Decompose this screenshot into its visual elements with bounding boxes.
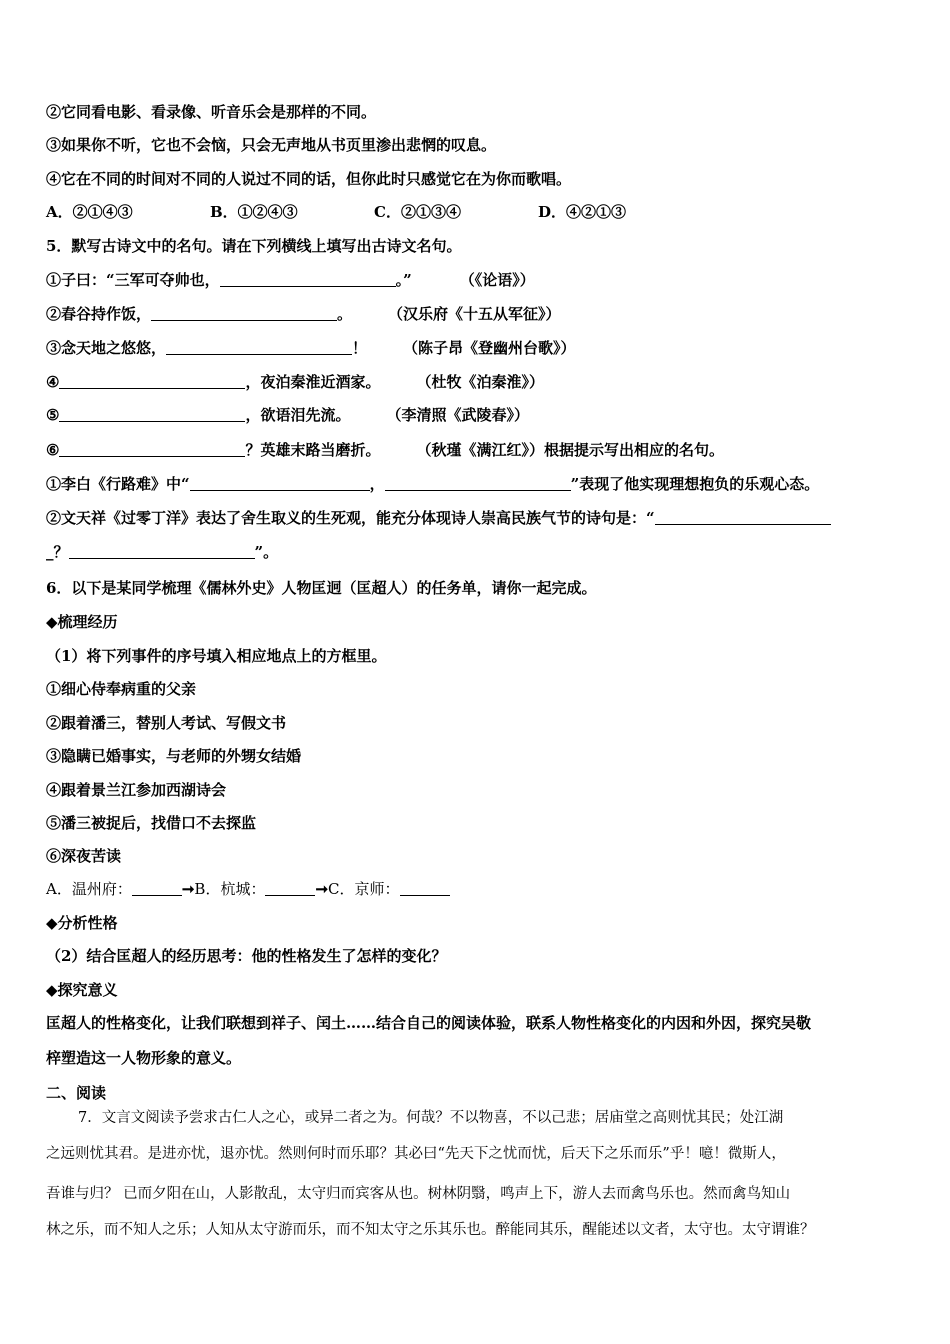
q5-line-1-text: ①子曰：“三军可夺帅也， [46, 271, 220, 289]
q5-line-3-text: ③念天地之悠悠， [46, 339, 167, 357]
q5-title: 5．默写古诗文中的名句。请在下列横线上填写出古诗文名句。 [46, 237, 462, 255]
q5-line-2-source: （汉乐府《十五从军征》） [388, 305, 561, 323]
q7-line-3: 吾谁与归？ 已而夕阳在山，人影散乱，太守归而宾客从也。树林阴翳，鸣声上下，游人去而禽鸟乐也。然而禽鸟知山 [46, 1186, 791, 1202]
q5-line-3-end: ！ [352, 339, 368, 357]
q5-line-6 [46, 440, 724, 460]
q5-line-9-text: _？ [46, 543, 69, 561]
q6-event-3: ③隐瞒已婚事实，与老师的外甥女结婚 [46, 747, 302, 765]
arrow-right-icon: ➞ [181, 880, 195, 898]
q6-event-5: ⑤潘三被捉后，找借口不去探监 [46, 814, 257, 832]
q4-option-a[interactable]: A．②①④③ [46, 203, 133, 221]
q5-line-3-source: （陈子昂《登幽州台歌》） [403, 339, 576, 357]
q5-line-2 [46, 304, 561, 324]
q7-line-4: 林之乐，而不知人之乐；人知从太守游而乐，而不知太守之乐其乐也。醉能同其乐，醒能述以文者，太守也。太守谓谁？ [46, 1222, 815, 1238]
q4-option-c[interactable]: C．②①③④ [374, 203, 461, 221]
q5-line-7-end: ”表现了他实现理想抱负的乐观心态。 [570, 475, 820, 493]
q4-item-4: ④它在不同的时间对不同的人说过不同的话，但你此时只感觉它在为你而歌唱。 [46, 170, 572, 188]
q6-title: 6．以下是某同学梳理《儒林外史》人物匡迥（匡超人）的任务单，请你一起完成。 [46, 579, 597, 597]
q5-blank-8b[interactable] [69, 543, 255, 559]
q5-line-6-marker: ⑥ [46, 441, 60, 459]
q6-place-wenzhou: A．温州府： [46, 880, 132, 898]
q6-event-6: ⑥深夜苦读 [46, 847, 122, 865]
q4-options [46, 202, 702, 222]
q4-item-3: ③如果你不听，它也不会恼，只会无声地从书页里渗出悲惘的叹息。 [46, 136, 497, 154]
q5-line-2-text: ②春谷持作饭， [46, 305, 152, 323]
q4-option-b[interactable]: B．①②④③ [210, 203, 298, 221]
q5-line-5-source: （李清照《武陵春》） [386, 406, 529, 424]
q5-line-1-end: 。” [395, 271, 412, 289]
q5-blank-3[interactable] [166, 339, 352, 355]
q6-place-jingshi: C．京师： [328, 880, 400, 898]
q5-line-6-source: （秋瑾《满江红》）根据提示写出相应的名句。 [416, 441, 724, 459]
q6-paragraph-line-2: 梓塑造这一人物形象的意义。 [46, 1049, 242, 1067]
q4-option-d[interactable]: D．④②①③ [538, 203, 627, 221]
q6-event-4: ④跟着景兰江参加西湖诗会 [46, 781, 227, 799]
q5-line-8 [46, 508, 831, 528]
q5-line-9-end: ”。 [254, 543, 279, 561]
q6-place-hangcheng: B．杭城： [194, 880, 266, 898]
q5-line-2-end: 。 [337, 305, 353, 323]
q5-blank-4[interactable] [59, 373, 245, 389]
q5-line-7-text: ①李白《行路难》中“ [46, 475, 190, 493]
q6-section-experience: ◆梳理经历 [46, 613, 118, 631]
q5-line-5-text: ，欲语泪先流。 [245, 406, 351, 424]
q5-line-7 [46, 474, 819, 494]
q5-line-8-text: ②文天祥《过零丁洋》表达了舍生取义的生死观，能充分体现诗人崇高民族气节的诗句是：“ [46, 509, 655, 527]
q5-line-6-text: ？英雄末路当磨折。 [245, 441, 381, 459]
q5-line-4-source: （杜牧《泊秦淮》） [416, 373, 544, 391]
q5-blank-7a[interactable] [190, 475, 370, 491]
q4-item-2: ②它同看电影、看录像、听音乐会是那样的不同。 [46, 103, 377, 121]
q5-blank-8a[interactable] [655, 509, 831, 525]
q6-blank-wenzhou[interactable] [132, 880, 182, 896]
q6-blank-jingshi[interactable] [400, 880, 450, 896]
q6-section-meaning: ◆探究意义 [46, 981, 118, 999]
part2-title: 二、阅读 [46, 1084, 107, 1102]
arrow-right-icon: ➞ [315, 880, 329, 898]
q5-blank-5[interactable] [59, 406, 245, 422]
q6-sub-2: （2）结合匡超人的经历思考：他的性格发生了怎样的变化？ [46, 947, 447, 965]
q5-line-1 [46, 270, 535, 290]
q5-line-4 [46, 372, 544, 392]
q5-line-5 [46, 405, 529, 425]
q5-line-4-text: ，夜泊秦淮近酒家。 [245, 373, 381, 391]
q5-line-5-marker: ⑤ [46, 406, 60, 424]
q5-line-9 [46, 542, 278, 562]
q5-line-1-source: （《论语》） [459, 271, 535, 289]
q7-line-1: 7．文言文阅读予尝求古仁人之心，或异二者之为。何哉？不以物喜，不以己悲；居庙堂之高则忧其民；处江湖 [78, 1110, 784, 1126]
q6-sub-1: （1）将下列事件的序号填入相应地点上的方框里。 [46, 647, 387, 665]
q5-line-7-comma: ， [369, 475, 385, 493]
q6-section-character: ◆分析性格 [46, 914, 118, 932]
q5-blank-2[interactable] [151, 305, 337, 321]
q5-line-3 [46, 338, 576, 358]
q6-blank-hangcheng[interactable] [265, 880, 315, 896]
q5-blank-6[interactable] [59, 441, 245, 457]
q5-blank-7b[interactable] [385, 475, 571, 491]
q5-line-4-marker: ④ [46, 373, 60, 391]
q6-places [46, 879, 450, 899]
q6-paragraph-line-1: 匡超人的性格变化，让我们联想到祥子、闰土……结合自己的阅读体验，联系人物性格变化的内因和外因，探究吴敬 [46, 1014, 812, 1032]
q5-blank-1[interactable] [220, 271, 396, 287]
q7-line-2: 之远则忧其君。是进亦忧，退亦忧。然则何时而乐耶？其必曰“先天下之忧而忧，后天下之乐而乐”乎！噫！微斯人， [46, 1146, 786, 1162]
q6-event-1: ①细心侍奉病重的父亲 [46, 680, 197, 698]
q6-event-2: ②跟着潘三，替别人考试、写假文书 [46, 714, 287, 732]
